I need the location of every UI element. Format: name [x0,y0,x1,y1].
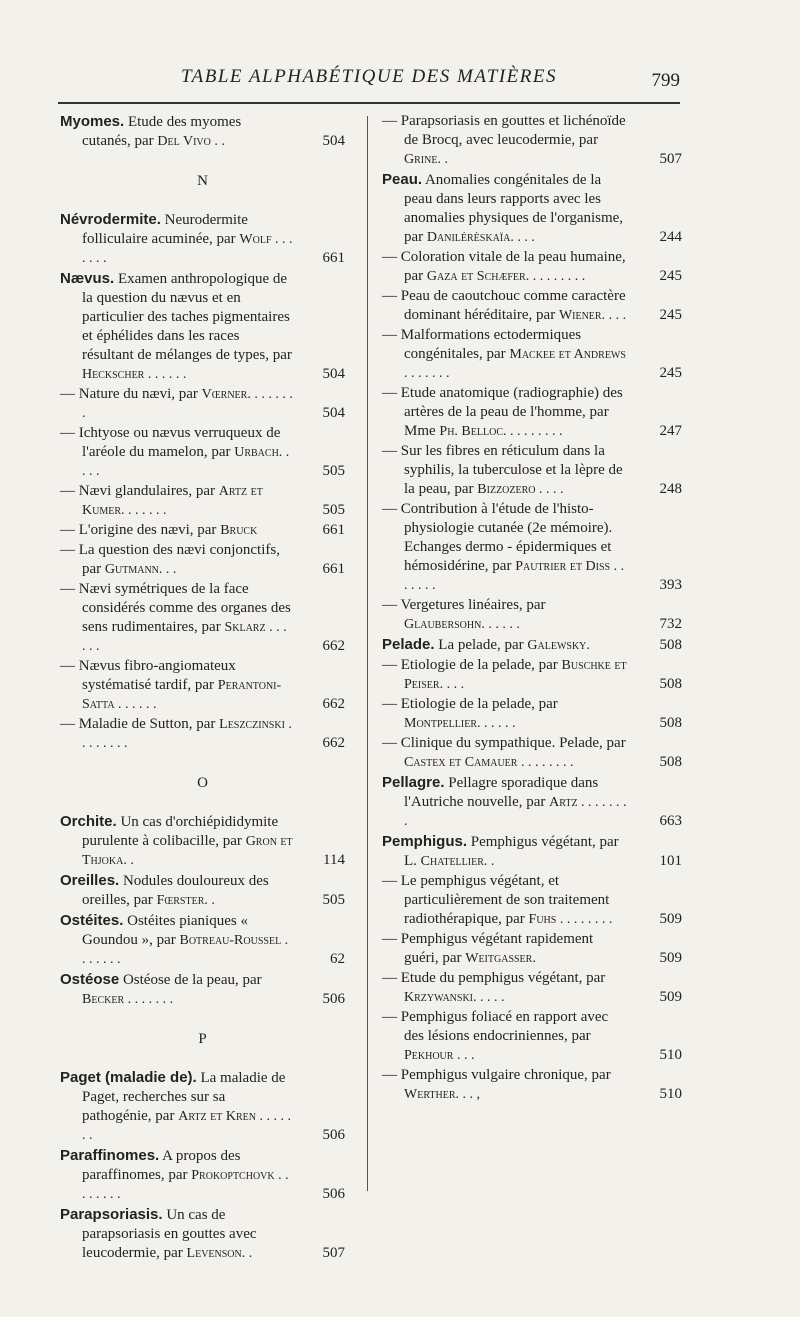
page-header [58,62,680,104]
entry-text: — Pemphigus foliacé en rapport avec des lésions endocriniennes, par [382,1009,609,1044]
entry-author: Artz . . . . . . . . [404,795,627,829]
page-reference: 505 [322,463,345,479]
entry-text: — Peau de caoutchouc comme caractère dominant héréditaire, par [382,288,626,323]
entry-text: — Le pemphigus végétant, et particulièrement de son traitement radiothérapique, par [382,873,610,927]
index-subentry [382,1066,682,1104]
page-reference: 393 [659,577,682,593]
entry-author: Gutmann. . . [104,562,177,577]
page-reference: 509 [659,911,682,927]
index-subentry [382,695,682,733]
page-reference: 507 [659,151,682,167]
index-entry [60,812,345,870]
entry-text: Etude des myomes cutanés, par [82,114,242,149]
entry-author: Weitgasser. [465,951,536,966]
entry-author: Pautrier et Diss . . . . . . . [404,559,625,593]
page-reference: 505 [322,502,345,518]
index-subentry [382,596,682,634]
entry-heading: Névrodermite. [60,211,161,228]
page-reference: 245 [659,365,682,381]
page-reference: 510 [659,1047,682,1063]
entry-author: Grine. . [404,152,448,167]
section-letter: O [197,775,208,791]
entry-text: Pellagre sporadique dans l'Autriche nouvelle, par [404,775,599,810]
index-entry [382,635,682,655]
page-reference: 663 [659,813,682,829]
entry-author: Perantoni-Satta . . . . . . [82,678,282,712]
entry-author: Fœrster. . [156,893,215,908]
page-reference: 505 [322,892,345,908]
index-subentry [60,385,345,423]
page-number: 799 [651,70,680,91]
entry-text: — Etiologie de la pelade, par [382,696,558,712]
page-reference: 506 [322,1127,345,1143]
page-reference: 662 [322,735,345,751]
entry-text: — Etiologie de la pelade, par [382,657,558,673]
page-reference: 661 [322,522,345,538]
entry-author: Castex et Camauer . . . . . . . . [404,755,574,770]
entry-text: — Sur les fibres en réticulum dans la syphilis, la tuberculose et la lèpre de la peau, par [382,443,623,497]
index-entry [60,269,345,384]
entry-text: — Nævi symétriques de la face considérés comme des organes des sens rudimentaires, par [60,581,291,635]
entry-heading: Pelade. [382,636,435,653]
page-reference: 504 [322,133,345,149]
entry-heading: Paraffinomes. [60,1147,160,1164]
entry-text: — La question des nævi conjonctifs, par [60,542,280,577]
entry-author: Montpellier. . . . . . [404,716,516,731]
entry-text: — Clinique du sympathique. Pelade, par [382,735,626,751]
page-reference: 662 [322,638,345,654]
entry-text: — Etude anatomique (radiographie) des artères de la peau de l'homme, par Mme [382,385,623,439]
page-reference: 506 [322,991,345,1007]
entry-text: — Maladie de Sutton, par [60,716,216,732]
entry-heading: Paget (maladie de). [60,1069,197,1086]
entry-text: — Malformations ectodermiques congénitales, par [382,327,582,362]
entry-heading: Nævus. [60,270,115,287]
page-reference: 509 [659,950,682,966]
entry-author: Vœrner. . . . . . . . [82,387,293,421]
page-reference: 508 [659,676,682,692]
left-column [60,112,345,1264]
index-entry [60,871,345,910]
entry-author: Krzywanski. . . . . [404,990,505,1005]
entry-author: Bruck [220,523,258,538]
entry-author: Chatellier. . [420,854,495,869]
entry-heading: Ostéites. [60,912,124,929]
index-subentry [382,112,682,169]
right-column [382,112,682,1105]
index-entry [60,970,345,1009]
page-reference: 245 [659,307,682,323]
page-reference: 508 [659,637,682,653]
entry-text: — Ichtyose ou nævus verruqueux de l'aréole du mamelon, par [60,425,281,460]
index-entry [382,773,682,831]
entry-author: Galewsky. [527,638,590,653]
index-subentry [60,657,345,714]
page-reference: 661 [322,250,345,266]
entry-author: Gaza et Schæfer. . . . . . . . . [426,269,586,284]
entry-text: — Vergetures linéaires, par [382,597,546,613]
entry-heading: Pellagre. [382,774,445,791]
entry-author: Urbach. . . . . [82,445,290,479]
index-subentry [382,500,682,595]
page-reference: 507 [322,1245,345,1261]
entry-author: Heckscher . . . . . . [82,367,187,382]
index-subentry [60,424,345,481]
index-subentry [382,442,682,499]
entry-text: — Nature du nævi, par [60,386,198,402]
entry-text: — Pemphigus végétant rapidement guéri, par [382,931,594,966]
index-subentry [382,656,682,694]
entry-text: Nodules douloureux des oreilles, par [82,873,269,908]
entry-text: A propos des paraffinomes, par [82,1148,241,1183]
section-letter: N [197,173,208,189]
entry-author: Leszczinski . . . . . . . . [82,717,292,751]
index-entry [382,170,682,247]
entry-text: — Etude du pemphigus végétant, par [382,970,606,986]
index-subentry [60,482,345,520]
entry-author: Sklarz . . . . . . [82,620,287,654]
entry-heading: Oreilles. [60,872,120,889]
entry-author: Bizzozero . . . . [477,482,564,497]
index-entry [60,1146,345,1204]
page-reference: 248 [659,481,682,497]
index-entry [60,1205,345,1263]
index-subentry [382,287,682,325]
page-reference: 508 [659,715,682,731]
entry-text: — Nævi glandulaires, par [60,483,215,499]
entry-text: — Nævus fibro-angiomateux systématisé tardif, par [60,658,236,693]
index-subentry [382,248,682,286]
entry-text: — L'origine des nævi, par [60,522,217,538]
entry-text: — Parapsoriasis en gouttes et lichénoïde de Brocq, avec leucodermie, par [382,113,626,148]
index-entry [60,911,345,969]
page-reference: 504 [322,405,345,421]
page-reference: 662 [322,696,345,712]
entry-text: Anomalies congénitales de la peau dans leurs rapports avec les anomalies physiques de l'organisme, par [404,172,624,245]
page-reference: 661 [322,561,345,577]
entry-text: Neurodermite folliculaire acuminée, par [82,212,248,247]
index-subentry [382,930,682,968]
entry-heading: Ostéose [60,971,120,988]
page-reference: 508 [659,754,682,770]
page-reference: 510 [659,1086,682,1102]
entry-author: Artz et Kumer. . . . . . . [82,484,263,518]
entry-heading: Orchite. [60,813,117,830]
entry-text: — Contribution à l'étude de l'histo-physiologie cutanée (2e mémoire). Echanges dermo - épidermiques et hémosidérine, par [382,501,613,574]
page-reference: 62 [330,951,345,967]
index-subentry [382,384,682,441]
entry-text: Examen anthropologique de la question du nævus et en particulier des taches pigmentaires et éphélides dans les races résultant de mélanges de types, par [82,271,292,363]
entry-author: Fuhs . . . . . . . . [528,912,613,927]
page-reference: 114 [323,852,345,868]
entry-author: Artz et Kren . . . . . . . [82,1109,291,1143]
page-reference: 101 [659,853,682,869]
index-entry [60,1068,345,1145]
index-entry [382,832,682,871]
entry-text: La maladie de Paget, recherches sur sa pathogénie, par [82,1070,286,1124]
page-reference: 247 [659,423,682,439]
entry-author: Pekhour . . . [404,1048,475,1063]
entry-author: Del Vivo . . [157,134,225,149]
index-subentry [60,580,345,656]
page-reference: 732 [659,616,682,632]
page-reference: 509 [659,989,682,1005]
entry-text: Pemphigus végétant, par L. [404,834,619,869]
entry-text: Un cas d'orchiépididymite purulente à colibacille, par [82,814,279,849]
entry-author: Wiener. . . . [558,308,627,323]
entry-author: Danilérèskaïa. . . . [426,230,535,245]
entry-author: Becker . . . . . . . [82,992,174,1007]
entry-text: — Coloration vitale de la peau humaine, par [382,249,626,284]
index-subentry [60,541,345,579]
entry-heading: Myomes. [60,113,125,130]
index-subentry [60,521,345,540]
entry-author: Wolf . . . . . . . [82,232,293,266]
entry-text: Ostéites pianiques « Goundou », par [82,913,248,948]
index-subentry [382,969,682,1007]
index-entry [60,210,345,268]
entry-author: Botreau-Roussel . . . . . . . [82,933,289,967]
entry-author: Ph. Belloc. . . . . . . . . [439,424,563,439]
page-reference: 506 [322,1186,345,1202]
entry-heading: Peau. [382,171,423,188]
entry-author: Gron et Thjoka. . [82,834,293,868]
entry-text: — Pemphigus vulgaire chronique, par [382,1067,611,1083]
entry-text: Un cas de parapsoriasis en gouttes avec leucodermie, par [82,1207,257,1261]
entry-heading: Pemphigus. [382,833,468,850]
entry-author: Werther. . . , [404,1087,480,1102]
entry-author: Buschke et Peiser. . . . [404,658,627,692]
entry-author: Prokoptchovk . . . . . . . . [82,1168,289,1202]
page-reference: 244 [659,229,682,245]
index-subentry [382,872,682,929]
index-entry [60,112,345,151]
column-divider [367,116,368,1191]
entry-author: Glaubersohn. . . . . . [404,617,520,632]
index-subentry [60,715,345,753]
entry-text: La pelade, par [438,637,524,653]
index-subentry [382,326,682,383]
index-subentry [382,1008,682,1065]
entry-author: Mackee et Andrews . . . . . . . [404,347,626,381]
entry-text: Ostéose de la peau, par [122,972,262,988]
index-subentry [382,734,682,772]
section-letter: P [198,1031,207,1047]
page-reference: 245 [659,268,682,284]
entry-author: Levenson. . [186,1246,253,1261]
entry-heading: Parapsoriasis. [60,1206,163,1223]
page-reference: 504 [322,366,345,382]
page-title: TABLE ALPHABÉTIQUE DES MATIÈRES [181,66,557,87]
